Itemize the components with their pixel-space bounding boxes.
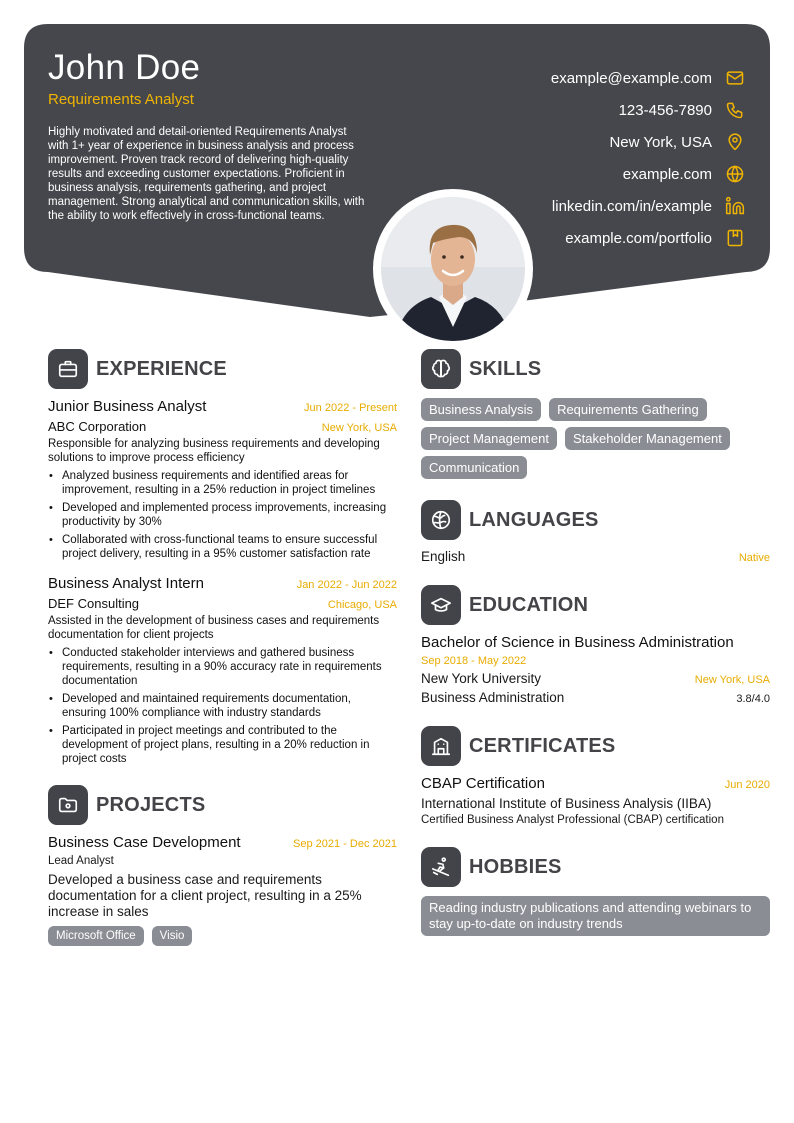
left-column: [48, 348, 397, 946]
tag: Microsoft Office: [48, 926, 144, 946]
hobbies-section: [421, 846, 770, 936]
entry-date: Jun 2020: [724, 779, 770, 791]
skill-tag: Project Management: [421, 427, 557, 450]
language-row: [421, 549, 770, 564]
avatar: [381, 197, 525, 341]
entry-company: ABC Corporation: [48, 419, 147, 434]
entry-date: Sep 2021 - Dec 2021: [293, 838, 397, 850]
linkedin-text[interactable]: linkedin.com/in/example: [551, 197, 712, 215]
globe-icon: [724, 163, 746, 185]
candidate-name: John Doe: [48, 48, 201, 87]
skill-tag: Stakeholder Management: [565, 427, 730, 450]
list-item: • Participated in project meetings and contributed to the development of project plans, resulting in a 20% reduction in project costs: [48, 724, 397, 766]
skill-tag: Business Analysis: [421, 398, 541, 421]
entry-location: Chicago, USA: [327, 599, 397, 611]
skier-icon: [421, 847, 461, 887]
experience-entry: [48, 398, 397, 561]
skill-tag: Requirements Gathering: [549, 398, 707, 421]
section-title: HOBBIES: [469, 855, 562, 878]
section-title: CERTIFICATES: [469, 734, 616, 757]
tool-tags: [48, 926, 397, 946]
projects-section: [48, 784, 397, 946]
language-name: English: [421, 549, 466, 564]
brain-icon: [421, 349, 461, 389]
certificate-name: CBAP Certification: [421, 775, 545, 792]
contact-email[interactable]: [416, 62, 746, 94]
section-header: [421, 499, 770, 541]
entry-location: New York, USA: [321, 422, 397, 434]
tag: Visio: [152, 926, 193, 946]
entry-title: Junior Business Analyst: [48, 398, 207, 415]
entry-date: Jan 2022 - Jun 2022: [296, 579, 397, 591]
entry-description: Assisted in the development of business cases and requirements documentation for client projects: [48, 615, 380, 641]
mail-icon: [724, 67, 746, 89]
language-level: Native: [738, 552, 770, 564]
degree-title: Bachelor of Science in Business Administration: [421, 634, 734, 651]
experience-section: [48, 348, 397, 766]
experience-entry: [48, 575, 397, 766]
entry-role: Lead Analyst: [48, 855, 114, 867]
education-section: [421, 584, 770, 705]
list-item: • Developed and implemented process improvements, increasing productivity by 30%: [48, 501, 397, 529]
skill-tag: Communication: [421, 456, 527, 479]
location-text: New York, USA: [609, 133, 712, 151]
section-header: [421, 725, 770, 767]
section-title: PROJECTS: [96, 793, 206, 816]
entry-location: New York, USA: [694, 674, 770, 686]
certificate-issuer: International Institute of Business Analysis (IIBA): [421, 796, 712, 811]
graduation-cap-icon: [421, 585, 461, 625]
contact-website[interactable]: [416, 158, 746, 190]
contact-phone[interactable]: [416, 94, 746, 126]
institution-icon: [421, 726, 461, 766]
skill-tags: [421, 398, 770, 479]
portfolio-text[interactable]: example.com/portfolio: [565, 229, 712, 247]
entry-date: Jun 2022 - Present: [304, 402, 397, 414]
section-header: [48, 348, 397, 390]
section-title: LANGUAGES: [469, 508, 599, 531]
folder-icon: [48, 785, 88, 825]
list-item: • Analyzed business requirements and identified areas for improvement, resulting in a 25% reduction in project timelines: [48, 469, 397, 497]
entry-description: Responsible for analyzing business requirements and developing solutions to improve process efficiency: [48, 438, 380, 464]
list-item: • Conducted stakeholder interviews and gathered business requirements, resulting in a 90% accuracy rate in requirements documentation: [48, 646, 397, 688]
map-pin-icon: [724, 131, 746, 153]
list-item: • Collaborated with cross-functional teams to ensure successful project delivery, resulting in a 95% customer satisfaction rate: [48, 533, 397, 561]
section-title: EXPERIENCE: [96, 357, 227, 380]
website-text[interactable]: example.com: [622, 165, 712, 183]
phone-icon: [724, 99, 746, 121]
entry-description: Developed a business case and requirements documentation for a client project, resulting in a 25% increase in sales: [48, 872, 362, 919]
field-of-study: Business Administration: [421, 690, 565, 705]
section-title: SKILLS: [469, 357, 542, 380]
section-header: [421, 348, 770, 390]
section-header: [48, 784, 397, 826]
skills-section: [421, 348, 770, 479]
certificates-section: [421, 725, 770, 826]
bullet-list: [48, 469, 397, 561]
hobby-item: Reading industry publications and attending webinars to stay up-to-date on industry trends: [421, 896, 770, 936]
entry-company: DEF Consulting: [48, 596, 140, 611]
gpa: 3.8/4.0: [736, 693, 770, 705]
certificate-entry: [421, 775, 770, 826]
bullet-list: [48, 646, 397, 766]
contact-location: [416, 126, 746, 158]
linkedin-icon: [724, 195, 746, 217]
education-entry: [421, 634, 770, 705]
school-name: New York University: [421, 671, 542, 686]
section-header: [421, 584, 770, 626]
entry-title: Business Case Development: [48, 834, 241, 851]
bookmark-icon: [724, 227, 746, 249]
briefcase-icon: [48, 349, 88, 389]
entry-date: Sep 2018 - May 2022: [421, 655, 527, 667]
language-globe-icon: [421, 500, 461, 540]
section-title: EDUCATION: [469, 593, 589, 616]
phone-text[interactable]: 123-456-7890: [618, 101, 712, 119]
profile-summary: Highly motivated and detail-oriented Requirements Analyst with 1+ year of experience in business analysis and process improvement. Proven track record of delivering high-quality results and exceeding customer expectations. Proficient in business analysis, requirements gathering, and project management. Strong analytical and communication skills, with the ability to work effectively in cross-functional teams.: [48, 126, 365, 222]
email-text[interactable]: example@example.com: [550, 69, 712, 87]
right-column: [421, 348, 770, 936]
languages-section: [421, 499, 770, 564]
certificate-description: Certified Business Analyst Professional (CBAP) certification: [421, 814, 724, 826]
project-entry: [48, 834, 397, 946]
job-title: Requirements Analyst: [48, 91, 194, 108]
section-header: [421, 846, 770, 888]
entry-title: Business Analyst Intern: [48, 575, 204, 592]
list-item: • Developed and maintained requirements documentation, ensuring 100% compliance with industry standards: [48, 692, 397, 720]
